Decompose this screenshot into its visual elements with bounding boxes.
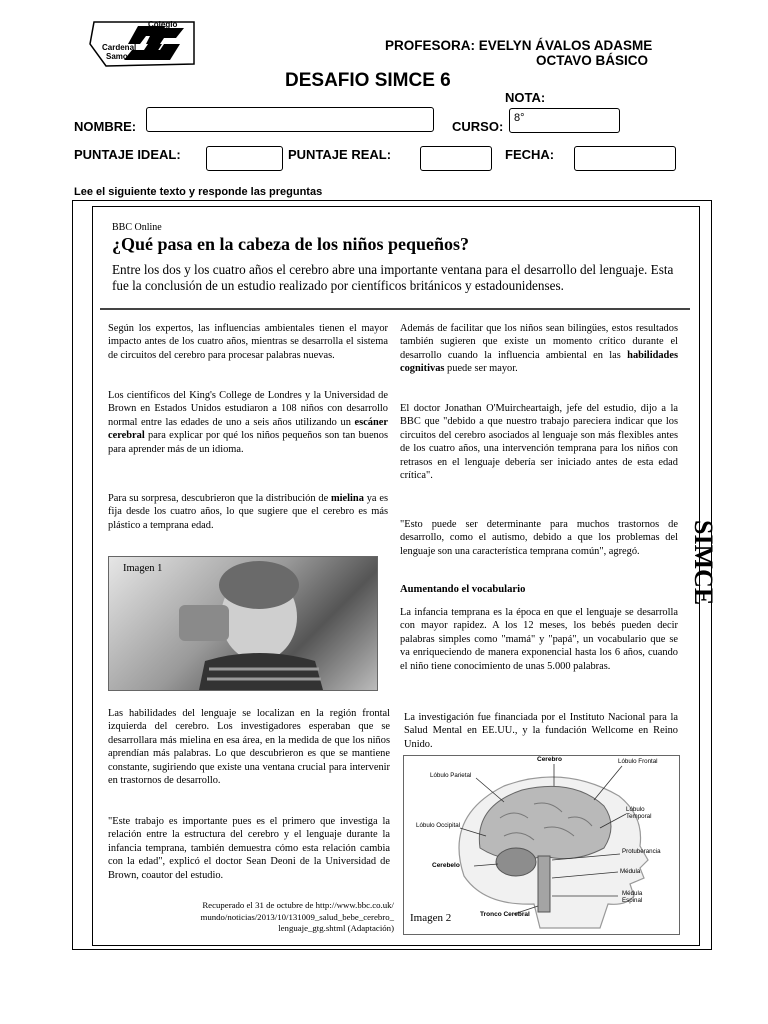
logo-text-3: Samore <box>106 52 136 61</box>
label-lobulo-temporal: Lóbulo Temporal <box>626 806 652 820</box>
curso-field[interactable]: 8° <box>509 108 620 133</box>
puntaje-ideal-field[interactable] <box>206 146 283 171</box>
label-lobulo-parietal: Lóbulo Parietal <box>430 772 472 779</box>
right-paragraph-1: Además de facilitar que los niños sean bilingües, estos resultados también sugieren que existe un momento crítico durante el desarrollo cuando la influencia ambiental en las habilidades cognitivas puede ser mayor. <box>400 323 678 375</box>
image-2-brain-diagram <box>403 755 680 935</box>
right-paragraph-5: La investigación fue financiada por el Instituto Nacional para la Salud Mental en EE.UU., y la fundación Wellcome en Reino Unido. <box>404 712 678 750</box>
nota-label: NOTA: <box>505 90 546 105</box>
curso-label: CURSO: <box>452 119 504 134</box>
logo-text-2: Cardenal <box>102 43 137 52</box>
nombre-field[interactable] <box>146 107 434 132</box>
label-tronco-cerebral: Tronco Cerebral <box>480 911 530 918</box>
label-lobulo-frontal: Lóbulo Frontal <box>618 758 658 765</box>
left-paragraph-3: Para su sorpresa, descubrieron que la distribución de mielina ya es fija desde los cuatro años, lo que sugiere que el cerebro es más plástico a temprana edad. <box>108 493 388 531</box>
image-2-label: Imagen 2 <box>410 912 452 924</box>
right-paragraph-4: La infancia temprana es la época en que el lenguaje se desarrolla con mayor rapidez. A los 12 meses, los bebés pueden decir palabras simples como "mamá" y "papá", un vocabulario que se va enriqueciendo de manera exponencial hasta los 6 años, cuando el niño tiene conocimiento de unas 5.000 palabras. <box>400 607 678 672</box>
instruction-text: Lee el siguiente texto y responde las preguntas <box>74 186 323 198</box>
subheading-vocabulario: Aumentando el vocabulario <box>400 584 526 595</box>
header-rule <box>100 308 690 310</box>
article-lead: Entre los dos y los cuatro años el cerebro abre una importante ventana para el desarrollo del lenguaje. Esta fue la conclusión de un estudio realizado por científicos británicos y estadounidenses. <box>112 262 674 293</box>
image-1-child-phone <box>108 556 378 691</box>
simce-side-label: SIMCE <box>689 520 718 606</box>
article-headline: ¿Qué pasa en la cabeza de los niños pequeños? <box>112 234 470 254</box>
puntaje-ideal-label: PUNTAJE IDEAL: <box>74 147 181 162</box>
left-paragraph-5: "Este trabajo es importante pues es el primero que investiga la relación entre la estructura del cerebro y el lenguaje durante la infancia temprana, también demuestra cómo esta relación cambia con la edad", explicó el doctor Sean Deoni de la Universidad de Brown, coautor del estudio. <box>108 816 390 881</box>
page-title: DESAFIO SIMCE 6 <box>285 70 451 91</box>
school-logo <box>88 18 200 70</box>
grade-level: OCTAVO BÁSICO <box>536 53 649 68</box>
teacher-name: PROFESORA: EVELYN ÁVALOS ADASME <box>385 38 653 53</box>
fecha-label: FECHA: <box>505 147 555 162</box>
fecha-field[interactable] <box>574 146 676 171</box>
puntaje-real-field[interactable] <box>420 146 492 171</box>
right-paragraph-2: El doctor Jonathan O'Muircheartaigh, jefe del estudio, dijo a la BBC que "debido a que nuestro trabajo pareciera indicar que los circuitos del cerebro asociados al lenguaje son más flexibles antes de los cuatro años, una intervención temprana para los niños con retrasos en el lenguaje debería ser iniciado antes de esta edad crítica". <box>400 403 678 482</box>
citation: Recuperado el 31 de octubre de http://www.bbc.co.uk/ mundo/noticias/2013/10/131009_salud_bebe_cerebro_ lenguaje_gtg.shtml (Adaptación) <box>200 900 394 933</box>
left-paragraph-1: Según los expertos, las influencias ambientales tienen el mayor impacto antes de los cuatro años, mientras se desarrolla el sistema de circuitos del cerebro para procesar palabras nuevas. <box>108 323 388 361</box>
left-paragraph-4: Las habilidades del lenguaje se localizan en la región frontal izquierda del cerebro. Los investigadores esperaban que se desarrollara más mielina en esa área, en la medida de que los niños aprendían más palabras. Lo que descubrieron es que se mantiene constante, sugiriendo que existe una ventana crucial para intervenir en trastornos de desarrollo. <box>108 708 390 787</box>
label-lobulo-occipital: Lóbulo Occipital <box>416 822 461 829</box>
label-cerebelo: Cerebelo <box>432 862 460 869</box>
image-1-label: Imagen 1 <box>123 563 163 574</box>
label-cerebro: Cerebro <box>537 756 562 763</box>
label-medula: Médula <box>620 868 641 875</box>
logo-text-1: Colegio <box>148 20 178 29</box>
right-paragraph-3: "Esto puede ser determinante para muchos trastornos de desarrollo, como el autismo, debido a que los problemas del lenguaje son una característica temprana común", agregó. <box>400 519 678 557</box>
label-medula-espinal: Médula Espinal <box>622 890 643 904</box>
puntaje-real-label: PUNTAJE REAL: <box>288 147 392 162</box>
nombre-label: NOMBRE: <box>74 119 137 134</box>
left-paragraph-2: Los científicos del King's College de Londres y la Universidad de Brown en Estados Unidos estudiaron a 108 niños con desarrollo normal entre las edades de uno a seis años utilizando un escáner cerebral para explicar por qué los niños pequeños son tan buenos para aprender más de un idioma. <box>108 390 388 455</box>
article-source: BBC Online <box>112 222 162 233</box>
label-protuberancia: Protuberancia <box>622 848 661 855</box>
